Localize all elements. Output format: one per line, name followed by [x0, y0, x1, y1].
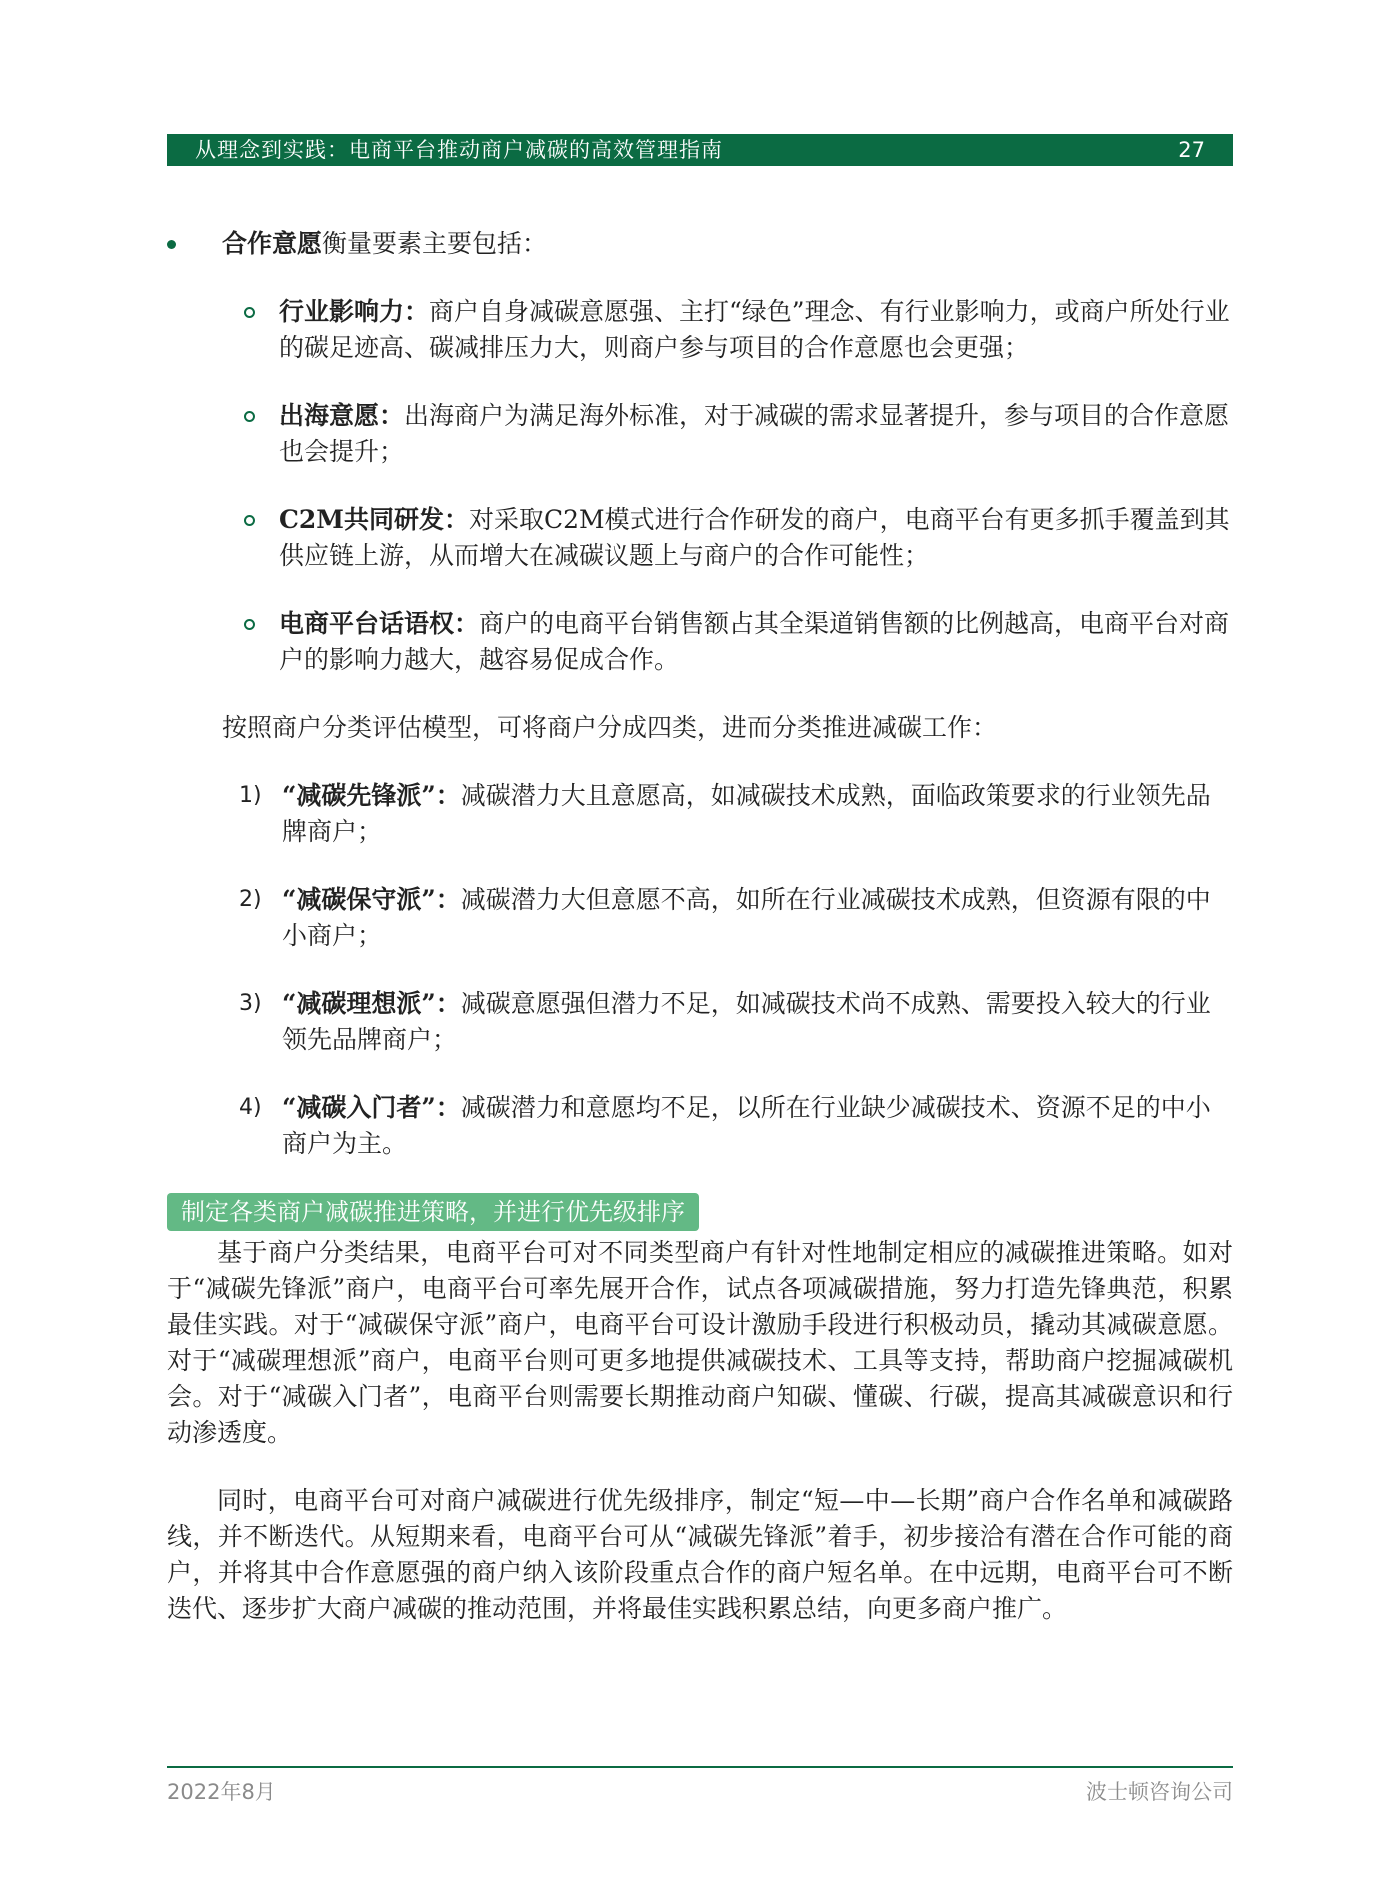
circle-bullet-icon: [244, 411, 255, 422]
factor-text: 商户的电商平台销售额占其全渠道销售额的比例越高，电商平台对商户的影响力越大，越容易促成合作。: [279, 609, 1230, 674]
body-paragraph: 基于商户分类结果，电商平台可对不同类型商户有针对性地制定相应的减碳推进策略。如对于“减碳先锋派”商户，电商平台可率先展开合作，试点各项减碳措施，努力打造先锋典范，积累最佳实践。对于“减碳保守派”商户，电商平台可设计激励手段进行积极动员，撬动其减碳意愿。对于“减碳理想派”商户，电商平台则可更多地提供减碳技术、工具等支持，帮助商户挖掘减碳机会。对于“减碳入门者”，电商平台则需要长期推动商户知碳、懂碳、行碳，提高其减碳意识和行动渗透度。: [167, 1238, 1233, 1447]
circle-bullet-icon: [244, 307, 255, 318]
cooperation-factor-item: [244, 606, 1233, 678]
factor-text: 出海商户为满足海外标准，对于减碳的需求显著提升，参与项目的合作意愿也会提升；: [279, 401, 1230, 466]
footer-date: 2022年8月: [167, 1780, 276, 1804]
header-bar: [167, 134, 1233, 166]
factor-term: 出海意愿：: [279, 401, 405, 430]
merchant-category-item: [239, 986, 1233, 1058]
category-term: “减碳先锋派”：: [282, 781, 461, 810]
body-paragraph: 同时，电商平台可对商户减碳进行优先级排序，制定“短—中—长期”商户合作名单和减碳路线，并不断迭代。从短期来看，电商平台可从“减碳先锋派”着手，初步接洽有潜在合作可能的商户，并将其中合作意愿强的商户纳入该阶段重点合作的商户短名单。在中远期，电商平台可不断迭代、逐步扩大商户减碳的推动范围，并将最佳实践积累总结，向更多商户推广。: [167, 1486, 1233, 1623]
category-text: 减碳潜力大且意愿高，如减碳技术成熟，面临政策要求的行业领先品牌商户；: [282, 781, 1211, 846]
factor-term: 行业影响力：: [279, 297, 430, 326]
category-text: 减碳潜力和意愿均不足，以所在行业缺少减碳技术、资源不足的中小商户为主。: [282, 1093, 1211, 1158]
cooperation-factor-list: [244, 294, 1233, 678]
category-term: “减碳保守派”：: [282, 885, 461, 914]
list-number: 2): [239, 887, 262, 912]
cooperation-lead-rest: 衡量要素主要包括：: [322, 229, 548, 258]
category-text: 减碳意愿强但潜力不足，如减碳技术尚不成熟、需要投入较大的行业领先品牌商户；: [282, 989, 1211, 1054]
footer-organization: 波士顿咨询公司: [1086, 1780, 1233, 1804]
cooperation-factor-item: [244, 502, 1233, 574]
cooperation-lead-bold: 合作意愿: [222, 229, 323, 258]
classification-intro: 按照商户分类评估模型，可将商户分成四类，进而分类推进减碳工作：: [222, 713, 998, 742]
section-heading: 制定各类商户减碳推进策略，并进行优先级排序: [167, 1193, 699, 1231]
circle-bullet-icon: [244, 515, 255, 526]
category-term: “减碳理想派”：: [282, 989, 461, 1018]
factor-text: 对采取C2M模式进行合作研发的商户，电商平台有更多抓手覆盖到其供应链上游，从而增大在减碳议题上与商户的合作可能性；: [279, 505, 1230, 570]
merchant-category-list: [239, 778, 1233, 1162]
list-number: 3): [239, 991, 262, 1016]
factor-term: 电商平台话语权：: [279, 609, 480, 638]
page-content: [167, 226, 1233, 1659]
category-text: 减碳潜力大但意愿不高，如所在行业减碳技术成熟，但资源有限的中小商户；: [282, 885, 1211, 950]
category-term: “减碳入门者”：: [282, 1093, 461, 1122]
page-number: 27: [1178, 138, 1205, 162]
merchant-category-item: [239, 778, 1233, 850]
circle-bullet-icon: [244, 619, 255, 630]
factor-text: 商户自身减碳意愿强、主打“绿色”理念、有行业影响力，或商户所处行业的碳足迹高、碳减排压力大，则商户参与项目的合作意愿也会更强；: [279, 297, 1230, 362]
bullet-dot-icon: [167, 240, 176, 249]
list-number: 4): [239, 1095, 262, 1120]
footer-divider: [167, 1766, 1233, 1768]
merchant-category-item: [239, 882, 1233, 954]
factor-term: C2M共同研发：: [279, 505, 469, 534]
cooperation-factor-item: [244, 398, 1233, 470]
cooperation-lead: [167, 226, 1233, 262]
merchant-category-item: [239, 1090, 1233, 1162]
cooperation-factor-item: [244, 294, 1233, 366]
header-title: 从理念到实践：电商平台推动商户减碳的高效管理指南: [195, 138, 723, 162]
list-number: 1): [239, 783, 262, 808]
